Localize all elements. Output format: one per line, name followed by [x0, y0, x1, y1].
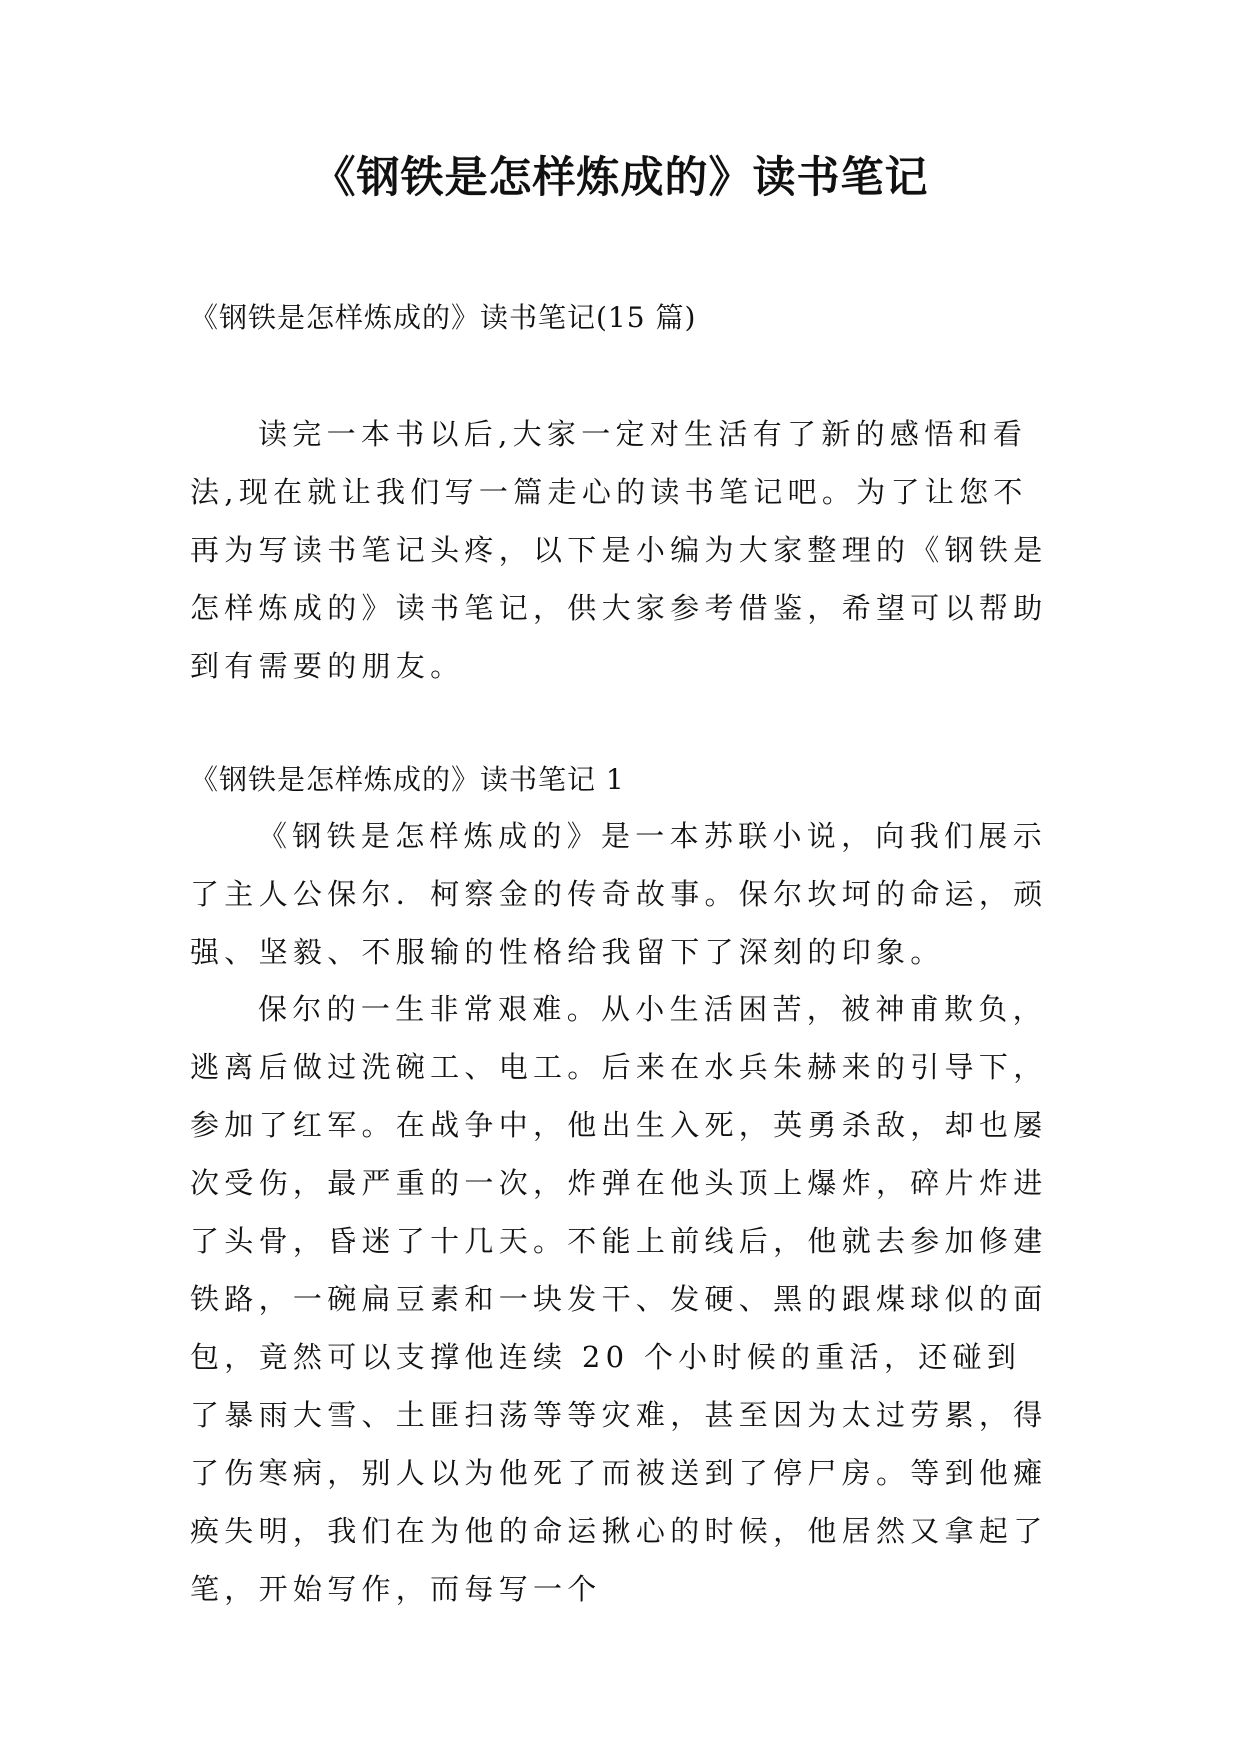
intro-paragraph: 读完一本书以后,大家一定对生活有了新的感悟和看法,现在就让我们写一篇走心的读书笔记吧。为了让您不再为写读书笔记头疼，以下是小编为大家整理的《钢铁是怎样炼成的》读书笔记，供大家参考借鉴，希望可以帮助到有需要的朋友。	[190, 417, 1048, 683]
body-paragraph-1: 《钢铁是怎样炼成的》是一本苏联小说，向我们展示了主人公保尔．柯察金的传奇故事。保尔坎坷的命运，顽强、坚毅、不服输的性格给我留下了深刻的印象。	[190, 819, 1048, 969]
document-subtitle: 《钢铁是怎样炼成的》读书笔记(15 篇)	[190, 301, 697, 334]
document-title: 《钢铁是怎样炼成的》读书笔记	[312, 153, 929, 203]
section-heading: 《钢铁是怎样炼成的》读书笔记 1	[190, 763, 625, 796]
body-paragraph-2: 保尔的一生非常艰难。从小生活困苦，被神甫欺负，逃离后做过洗碗工、电工。后来在水兵朱赫来的引导下，参加了红军。在战争中，他出生入死，英勇杀敌，却也屡次受伤，最严重的一次，炸弹在他头顶上爆炸，碎片炸进了头骨，昏迷了十几天。不能上前线后，他就去参加修建铁路，一碗扁豆素和一块发干、发硬、黑的跟煤球似的面包，竟然可以支撑他连续 20 个小时候的重活，还碰到了暴雨大雪、土匪扫荡等等灾难，甚至因为太过劳累，得了伤寒病，别人以为他死了而被送到了停尸房。等到他瘫痪失明，我们在为他的命运揪心的时候，他居然又拿起了笔，开始写作，而每写一个	[190, 992, 1048, 1606]
